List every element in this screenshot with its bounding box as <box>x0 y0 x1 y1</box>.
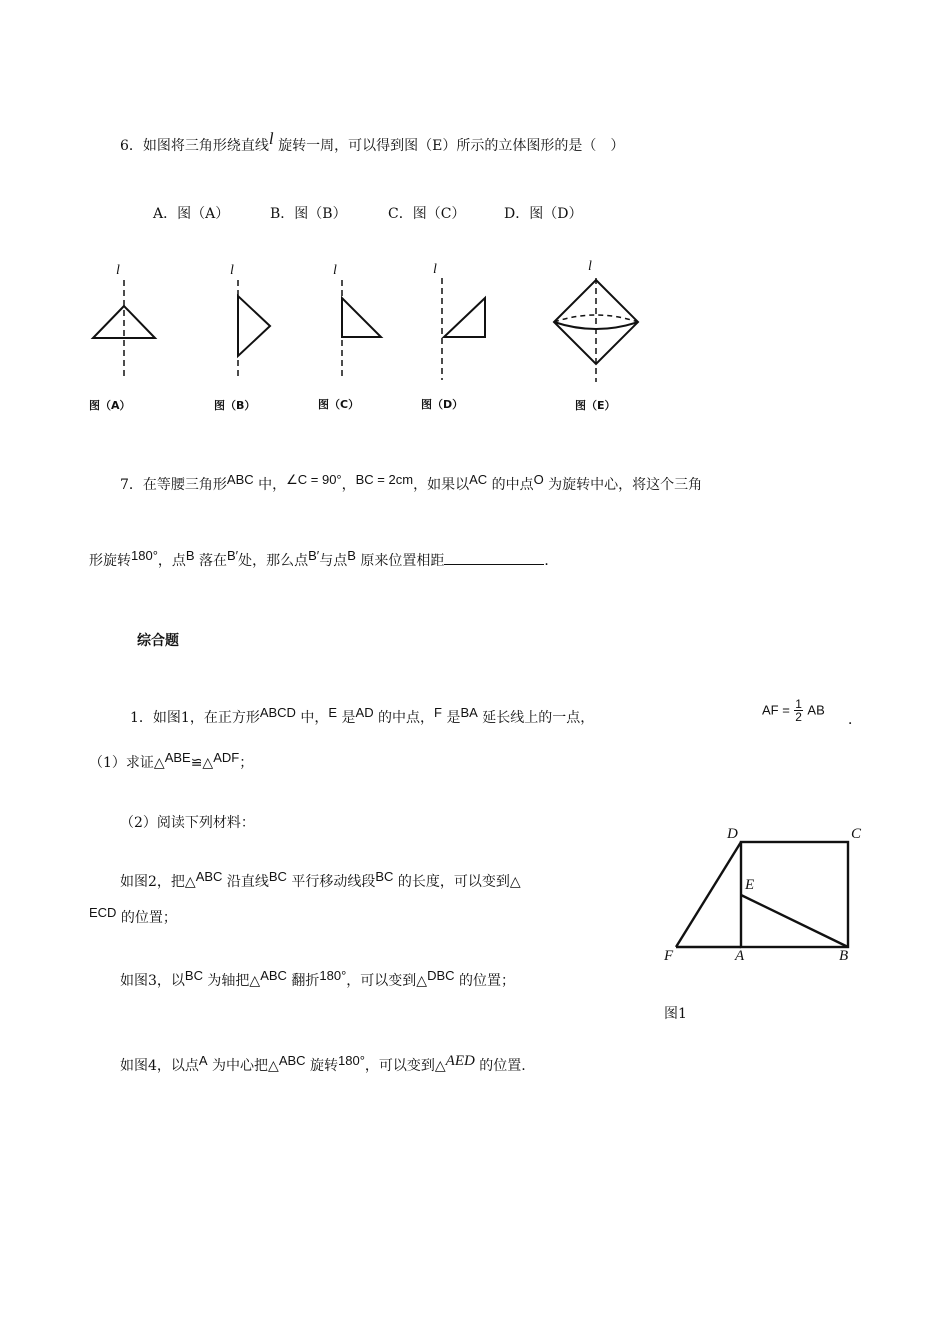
p1-line2: （1）求证△ABE≌△ADF； <box>89 750 254 771</box>
fig1-label-d: D <box>727 826 738 842</box>
caption-e: 图（E） <box>575 399 616 412</box>
q7-line2: 形旋转180°，点B 落在B′处，那么点B′与点B 原来位置相距 ． <box>89 548 559 569</box>
q6-option-c[interactable]: C．图（C） <box>388 206 466 222</box>
fraction-half: $\frac{1}{2}$ <box>795 697 802 724</box>
caption-a: 图（A） <box>89 399 131 412</box>
q7-line1: 7．在等腰三角形ABC 中，∠C = 90°，BC = 2cm，如果以AC 的中点O 为旋转中心，将这个三角 <box>120 472 703 493</box>
axis-label-a: l <box>116 263 120 278</box>
axis-label-d: l <box>433 262 437 277</box>
line-variable: l <box>268 129 274 148</box>
axis-label-c: l <box>333 263 337 278</box>
p1-line6: 如图3，以BC 为轴把△ABC 翻折180°，可以变到△DBC 的位置； <box>120 968 515 989</box>
axis-label-b: l <box>230 263 234 278</box>
fig1-label-c: C <box>851 826 862 842</box>
q6-option-d[interactable]: D．图（D） <box>504 206 583 222</box>
p1-line4: 如图2，把△ABC 沿直线BC 平行移动线段BC 的长度，可以变到△ <box>120 869 521 890</box>
caption-b: 图（B） <box>214 399 256 412</box>
q6-stem: 6．如图将三角形绕直线l 旋转一周，可以得到图（E）所示的立体图形的是（ ） <box>120 129 625 154</box>
fig1-label-b: B <box>839 948 849 964</box>
section-title: 综合题 <box>137 633 179 649</box>
p1-line1-end: ． <box>848 712 862 728</box>
caption-d: 图（D） <box>421 398 464 411</box>
fig1-label-e: E <box>745 877 755 893</box>
p1-line5: ECD 的位置； <box>89 905 177 926</box>
q6-option-b[interactable]: B．图（B） <box>270 206 347 222</box>
p1-line3: （2）阅读下列材料： <box>120 815 255 831</box>
p1-condition: AF = $\frac{1}{2}$ AB <box>762 697 825 724</box>
fig1-label-a: A <box>735 948 745 964</box>
fig1-caption: 图1 <box>664 1006 687 1022</box>
caption-c: 图（C） <box>318 398 360 411</box>
p1-line7: 如图4，以点A 为中心把△ABC 旋转180°，可以变到△AED 的位置. <box>120 1053 526 1074</box>
q6-option-a[interactable]: A．图（A） <box>153 206 230 222</box>
p1-line1: 1．如图1，在正方形ABCD 中，E 是AD 的中点，F 是BA 延长线上的一点， <box>130 705 595 726</box>
axis-label-e: l <box>588 259 592 274</box>
fig1-label-f: F <box>664 948 674 964</box>
